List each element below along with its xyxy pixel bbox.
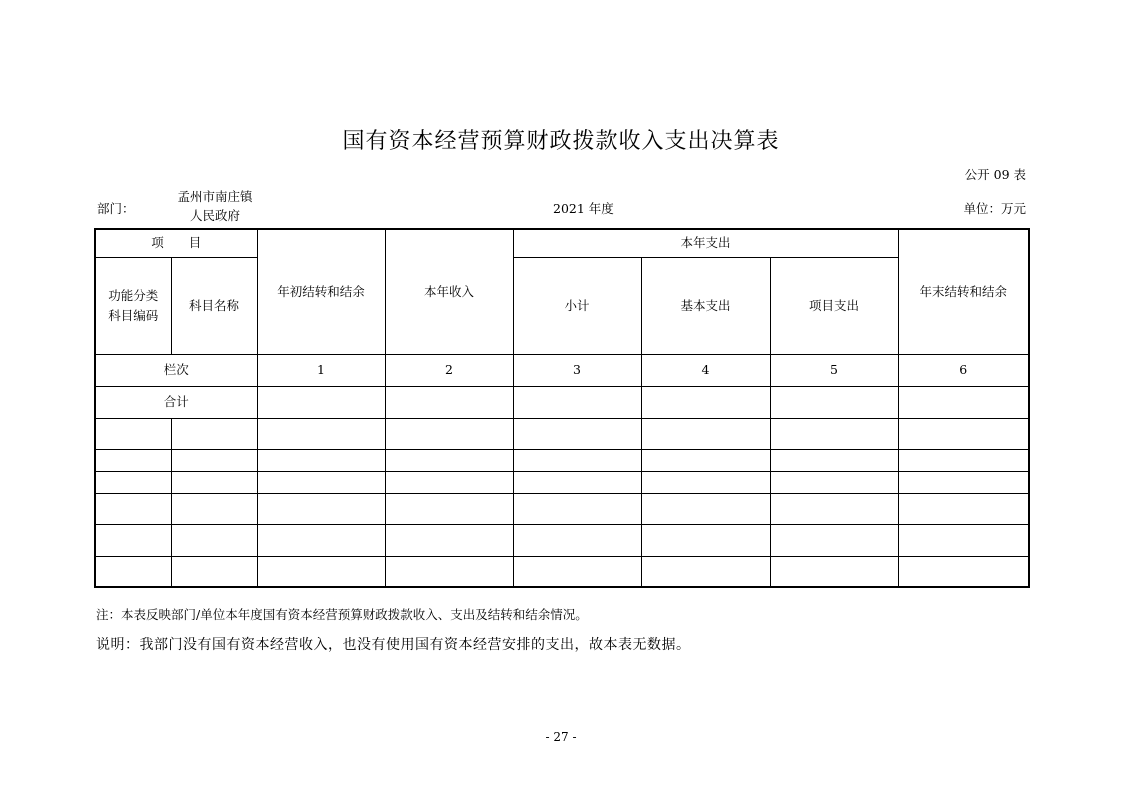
table-cell — [770, 418, 898, 449]
table-row — [95, 524, 1029, 556]
department-name — [170, 187, 260, 225]
budget-table — [94, 228, 1030, 588]
table-cell — [385, 418, 513, 449]
table-row — [95, 471, 1029, 493]
total-label: 合计 — [95, 386, 257, 418]
table-cell — [641, 449, 770, 471]
table-cell — [770, 449, 898, 471]
table-cell — [171, 418, 257, 449]
table-cell — [95, 418, 171, 449]
table-cell — [770, 471, 898, 493]
column-index-2: 2 — [385, 354, 513, 386]
table-cell — [257, 449, 385, 471]
table-cell — [385, 471, 513, 493]
table-cell — [385, 386, 513, 418]
table-cell — [513, 418, 641, 449]
page-number: - 27 - — [545, 730, 577, 744]
header-project-expense: 项目支出 — [770, 257, 898, 354]
table-cell — [898, 493, 1029, 524]
explanation-text: 说明：我部门没有国有资本经营收入，也没有使用国有资本经营安排的支出，故本表无数据。 — [96, 637, 691, 653]
column-index-1: 1 — [257, 354, 385, 386]
table-cell — [171, 556, 257, 587]
header-end-balance: 年末结转和结余 — [898, 229, 1029, 354]
table-cell — [257, 418, 385, 449]
table-cell — [641, 493, 770, 524]
table-cell — [513, 386, 641, 418]
table-cell — [385, 556, 513, 587]
table-cell — [171, 449, 257, 471]
table-cell — [257, 386, 385, 418]
header-subtotal: 小计 — [513, 257, 641, 354]
unit-label: 单位：万元 — [963, 201, 1026, 216]
table-cell — [513, 524, 641, 556]
column-index-5: 5 — [770, 354, 898, 386]
table-cell — [898, 418, 1029, 449]
table-cell — [898, 556, 1029, 587]
form-number: 公开 09 表 — [964, 167, 1026, 182]
header-expense: 本年支出 — [513, 229, 898, 257]
table-cell — [641, 556, 770, 587]
table-cell — [513, 493, 641, 524]
column-index-6: 6 — [898, 354, 1029, 386]
table-cell — [95, 493, 171, 524]
page-title: 国有资本经营预算财政拨款收入支出决算表 — [342, 129, 780, 154]
column-index-3: 3 — [513, 354, 641, 386]
table-row — [95, 418, 1029, 449]
header-project: 项 目 — [95, 229, 257, 257]
table-cell — [641, 418, 770, 449]
table-cell — [257, 556, 385, 587]
table-cell — [641, 524, 770, 556]
total-row — [95, 386, 1029, 418]
header-income: 本年收入 — [385, 229, 513, 354]
table-cell — [385, 493, 513, 524]
table-row — [95, 449, 1029, 471]
table-cell — [513, 556, 641, 587]
table-cell — [95, 556, 171, 587]
table-cell — [171, 471, 257, 493]
table-cell — [257, 471, 385, 493]
column-index-label: 栏次 — [95, 354, 257, 386]
table-cell — [898, 386, 1029, 418]
table-cell — [95, 471, 171, 493]
table-row — [95, 493, 1029, 524]
header-basic-expense: 基本支出 — [641, 257, 770, 354]
table-cell — [641, 386, 770, 418]
table-cell — [641, 471, 770, 493]
fiscal-year: 2021 年度 — [553, 201, 614, 216]
department-name-line1: 孟州市南庄镇 — [177, 189, 253, 204]
department-label: 部门： — [97, 201, 135, 216]
table-cell — [770, 524, 898, 556]
header-subject-name: 科目名称 — [171, 257, 257, 354]
table-cell — [385, 449, 513, 471]
table-cell — [898, 449, 1029, 471]
table-cell — [257, 524, 385, 556]
table-cell — [898, 471, 1029, 493]
table-cell — [898, 524, 1029, 556]
department-name-line2: 人民政府 — [189, 208, 240, 223]
table-cell — [257, 493, 385, 524]
table-cell — [770, 386, 898, 418]
table-cell — [385, 524, 513, 556]
table-cell — [770, 556, 898, 587]
header-func-code: 功能分类 科目编码 — [95, 257, 171, 354]
table-cell — [95, 524, 171, 556]
table-cell — [171, 524, 257, 556]
table-cell — [513, 449, 641, 471]
table-cell — [770, 493, 898, 524]
table-cell — [171, 493, 257, 524]
table-cell — [95, 449, 171, 471]
column-index-4: 4 — [641, 354, 770, 386]
table-cell — [513, 471, 641, 493]
table-row — [95, 556, 1029, 587]
header-begin-balance: 年初结转和结余 — [257, 229, 385, 354]
table-note: 注：本表反映部门/单位本年度国有资本经营预算财政拨款收入、支出及结转和结余情况。 — [96, 607, 588, 622]
